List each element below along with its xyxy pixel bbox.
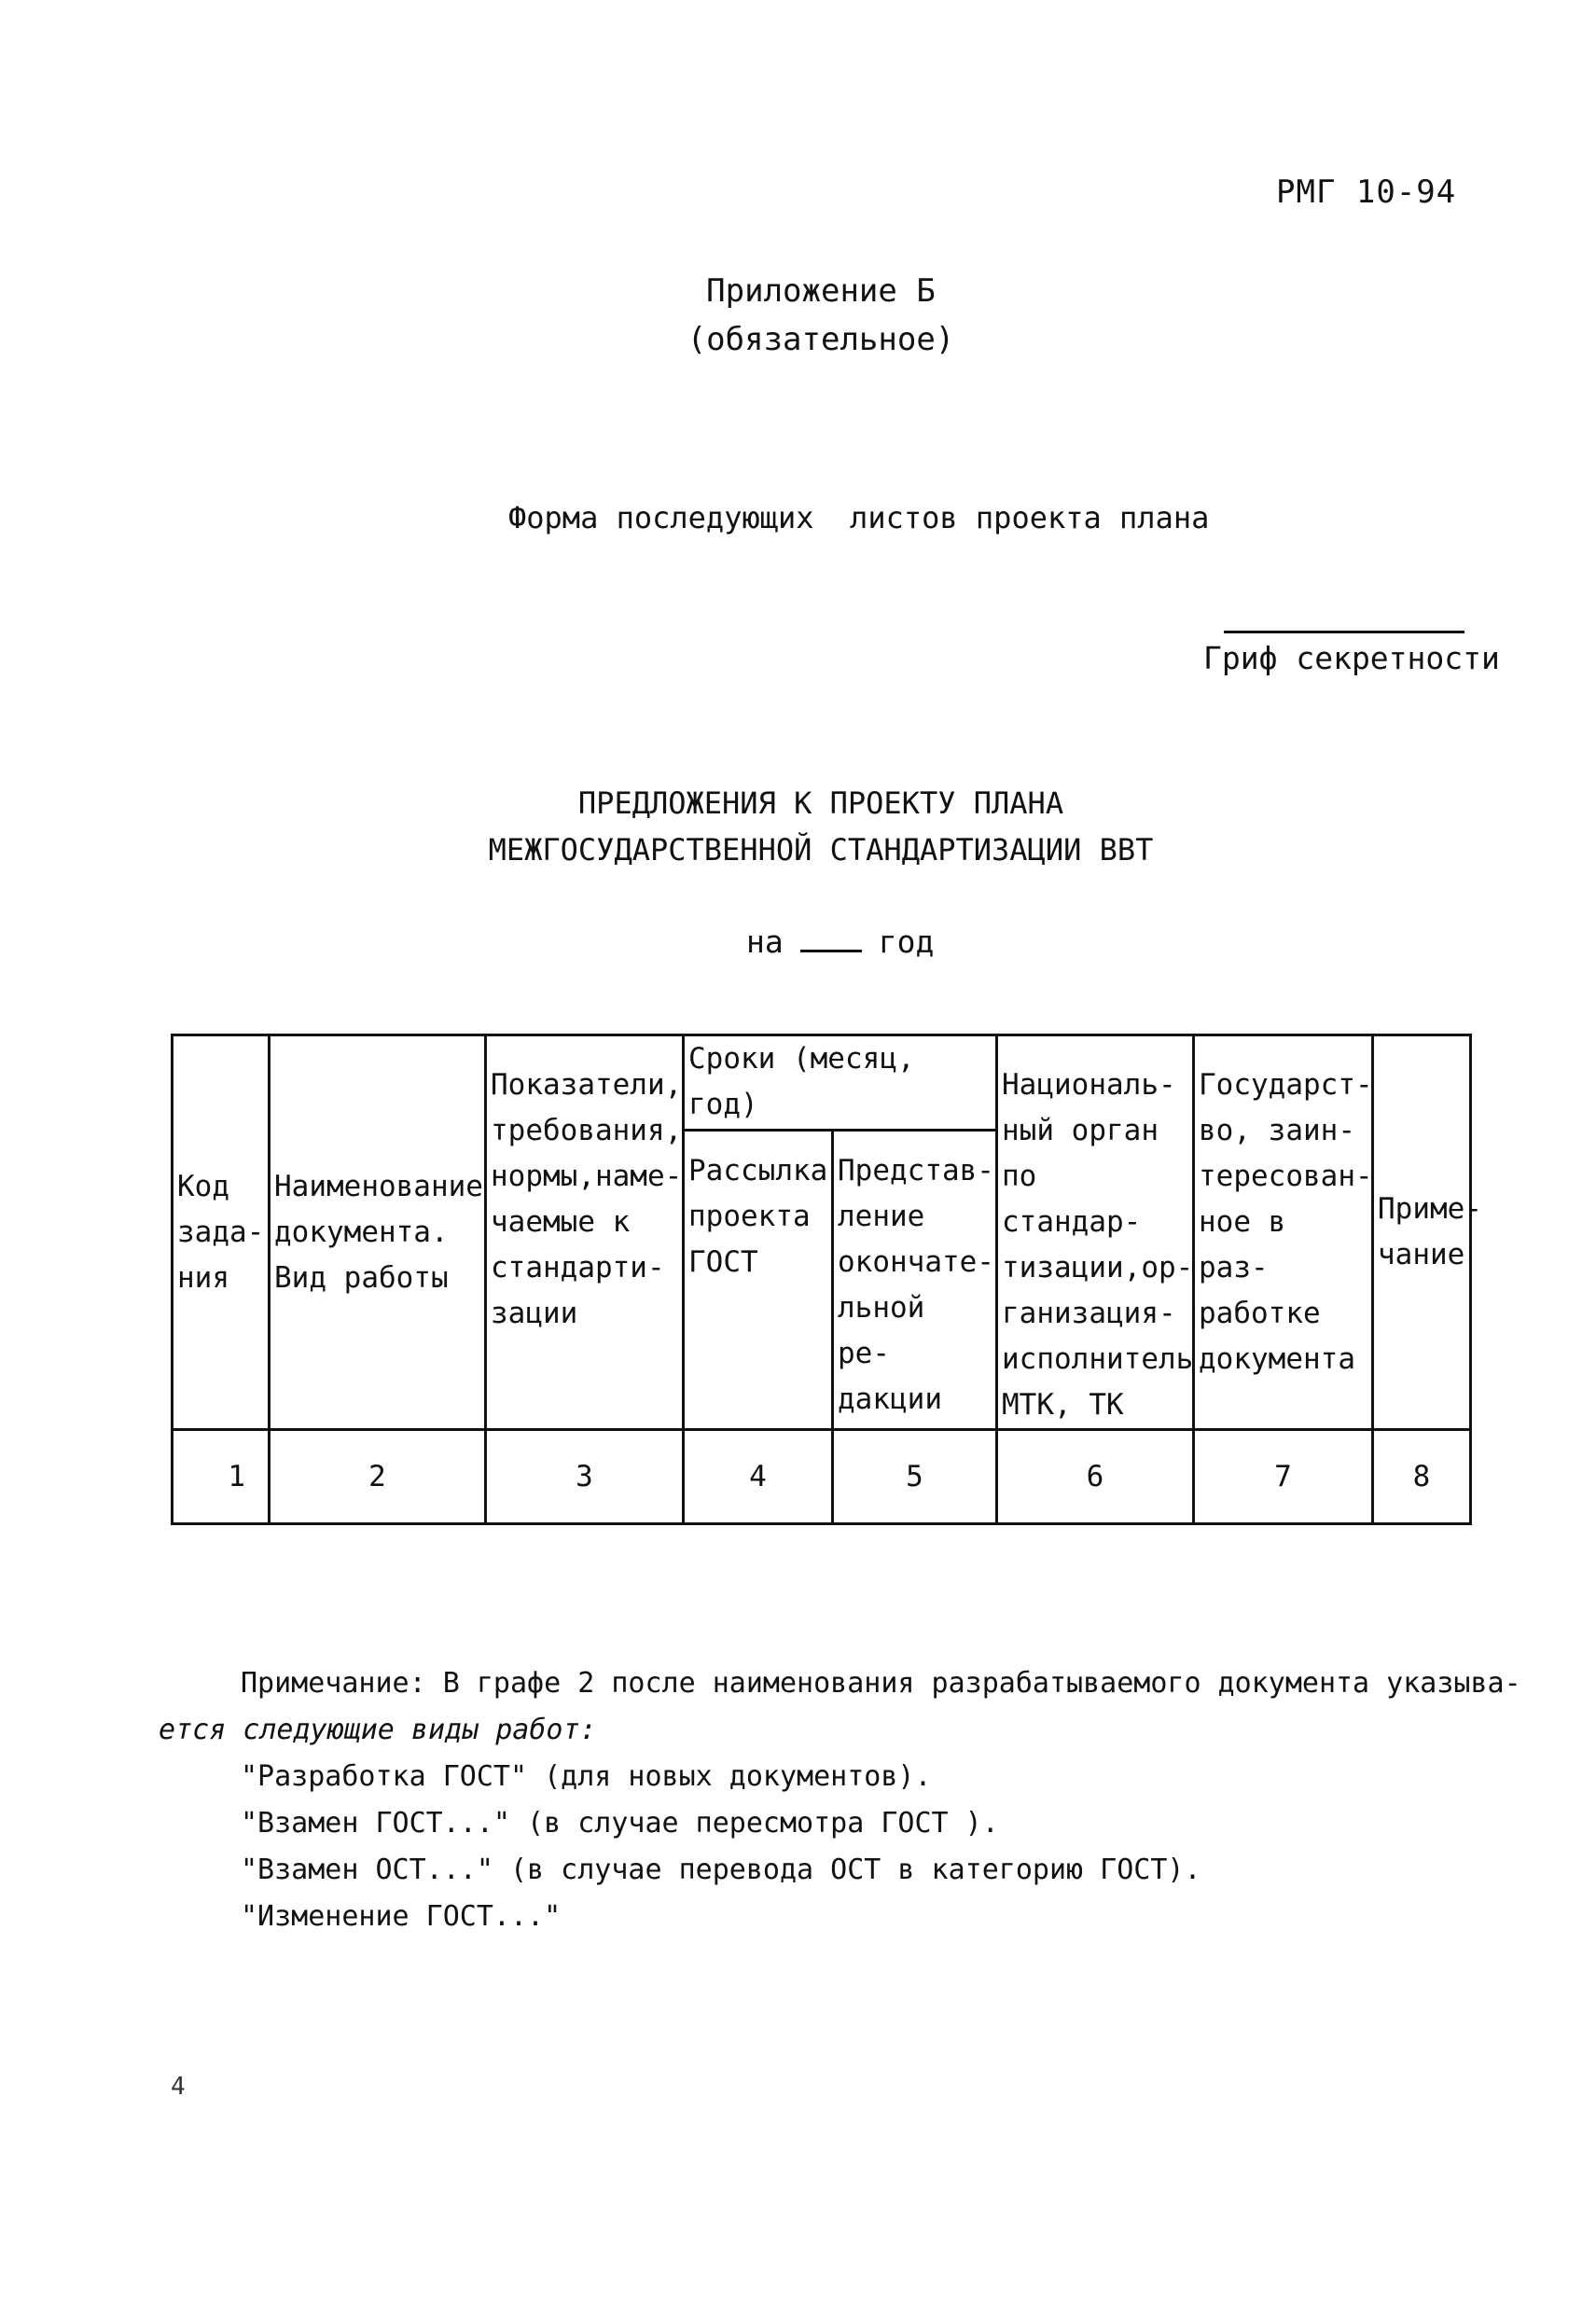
appendix-heading — [653, 267, 989, 364]
note-line: "Взамен ГОСТ..." (в случае пересмотра ГОСТ ). — [241, 1807, 999, 1840]
main-title — [466, 780, 1175, 873]
page-number: 4 — [171, 2073, 186, 2101]
header-code: Код зада- ния — [173, 1035, 270, 1430]
main-title-line-1: ПРЕДЛОЖЕНИЯ К ПРОЕКТУ ПЛАНА — [577, 785, 1064, 821]
header-national-body: Националь- ный орган по стандар- тизации,ор- ганизация- исполнитель МТК, ТК — [997, 1035, 1194, 1430]
column-number: 2 — [270, 1430, 486, 1524]
note-block — [159, 1660, 1521, 1940]
header-note: Приме- чание — [1373, 1035, 1471, 1430]
form-title: Форма последующих листов проекта плана — [508, 500, 1210, 535]
column-number: 1 — [173, 1430, 270, 1524]
secrecy-line — [1224, 631, 1464, 633]
secrecy-label: Гриф секретности — [1203, 640, 1500, 676]
plan-table — [171, 1034, 1482, 1525]
header-document-name: Наименование документа. Вид работы — [270, 1035, 486, 1430]
column-number: 3 — [486, 1430, 684, 1524]
column-number: 8 — [1373, 1430, 1471, 1524]
note-line: "Взамен ОСТ..." (в случае перевода ОСТ в категорию ГОСТ). — [241, 1854, 1201, 1886]
appendix-status: (обязательное) — [687, 321, 955, 358]
main-title-line-2: МЕЖГОСУДАРСТВЕННОЙ СТАНДАРТИЗАЦИИ ВВТ — [488, 832, 1154, 868]
column-number: 4 — [684, 1430, 833, 1524]
header-terms: Сроки (месяц, год) — [684, 1035, 997, 1131]
note-line: "Изменение ГОСТ..." — [241, 1900, 562, 1933]
column-number-row — [173, 1430, 1471, 1524]
appendix-title: Приложение Б — [706, 272, 936, 310]
note-line: "Разработка ГОСТ" (для новых документов). — [241, 1760, 932, 1793]
year-line — [746, 923, 934, 960]
column-number: 7 — [1194, 1430, 1373, 1524]
table-header-row-1 — [173, 1035, 1471, 1131]
header-final-edition: Представ- ление окончате- льной ре- дакции — [833, 1130, 997, 1429]
note-line: ется следующие виды работ: — [159, 1714, 597, 1746]
header-project-mailing: Рассылка проекта ГОСТ — [684, 1130, 833, 1429]
year-blank — [800, 925, 862, 952]
note-line: Примечание: В графе 2 после наименования разрабатываемого документа указыва- — [241, 1667, 1521, 1700]
column-number: 5 — [833, 1430, 997, 1524]
document-code: РМГ 10-94 — [1276, 174, 1457, 211]
header-indicators: Показатели, требования, нормы,наме- чаемые к стандарти- зации — [486, 1035, 684, 1430]
header-interested-state: Государст- во, заин- тересован- ное в раз- работке документа — [1194, 1035, 1373, 1430]
year-suffix: год — [878, 923, 935, 960]
year-prefix: на — [746, 923, 784, 960]
column-number: 6 — [997, 1430, 1194, 1524]
